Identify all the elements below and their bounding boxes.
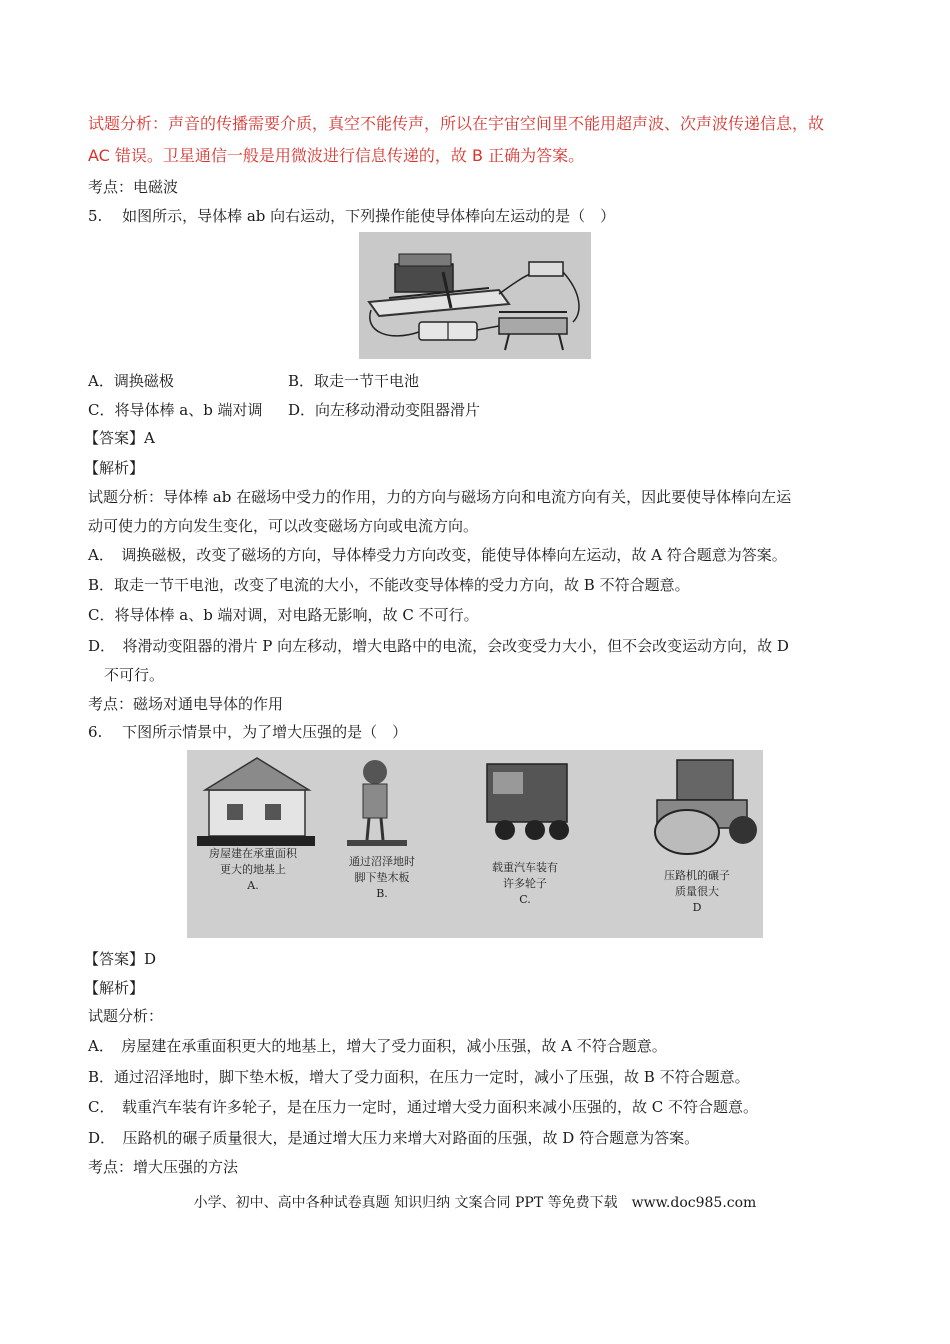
q6-caption-d-line1: 压路机的碾子: [664, 869, 730, 882]
q5-option-b: B．取走一节干电池: [288, 372, 420, 390]
q6-scenes-figure: [187, 750, 763, 938]
q6-explain-c: C． 载重汽车装有许多轮子，是在压力一定时，通过增大受力面积来减小压强的，故 C 不符合题意。: [88, 1098, 758, 1116]
q6-caption-b-line1: 通过沼泽地时: [349, 855, 415, 868]
red-analysis-line-1: 试题分析：声音的传播需要介质，真空不能传声，所以在宇宙空间里不能用超声波、次声波传递信息，故: [88, 114, 825, 133]
q6-jiexi: 【解析】: [84, 979, 145, 997]
q6-caption-d-label: D: [692, 901, 702, 914]
q6-kaodian: 考点：增大压强的方法: [88, 1158, 239, 1176]
q6-caption-b-label: B.: [376, 887, 388, 900]
q6-caption-c-line2: 许多轮子: [503, 877, 547, 890]
q5-explain-d-1: D． 将滑动变阻器的滑片 P 向左移动，增大电路中的电流，会改变受力大小，但不会改变运动方向，故 D: [88, 637, 789, 655]
q5-explain-b: B．取走一节干电池，改变了电流的大小，不能改变导体棒的受力方向，故 B 不符合题意。: [88, 576, 690, 594]
q5-circuit-figure: [359, 232, 591, 359]
q5-jiexi: 【解析】: [84, 459, 145, 477]
q6-caption-a-label: A.: [247, 879, 259, 892]
q6-explain-b: B．通过沼泽地时，脚下垫木板，增大了受力面积，在压力一定时，减小了压强，故 B 不符合题意。: [88, 1068, 750, 1086]
page-footer: 小学、初中、高中各种试卷真题 知识归纳 文案合同 PPT 等免费下载 www.doc985.com: [193, 1195, 757, 1211]
q5-option-c: C．将导体棒 a、b 端对调: [88, 401, 263, 419]
q5-explain-c: C．将导体棒 a、b 端对调，对电路无影响，故 C 不可行。: [88, 606, 479, 624]
q6-caption-a-line2: 更大的地基上: [220, 863, 286, 876]
q5-option-d: D．向左移动滑动变阻器滑片: [288, 401, 481, 419]
q6-caption-d-line2: 质量很大: [675, 885, 719, 898]
q6-explain-d: D． 压路机的碾子质量很大，是通过增大压力来增大对路面的压强，故 D 符合题意为答案。: [88, 1129, 700, 1147]
q6-answer: 【答案】D: [84, 950, 157, 968]
q5-kaodian: 考点：磁场对通电导体的作用: [88, 695, 284, 713]
q5-stem: 5. 如图所示，导体棒 ab 向右运动，下列操作能使导体棒向左运动的是（ ）: [88, 207, 616, 225]
q6-caption-c-label: C.: [519, 893, 531, 906]
q6-analysis: 试题分析：: [88, 1007, 164, 1025]
q5-option-a: A．调换磁极: [88, 372, 174, 390]
q6-caption-c-line1: 载重汽车装有: [492, 861, 558, 874]
q5-analysis-line-2: 动可使力的方向发生变化，可以改变磁场方向或电流方向。: [88, 517, 479, 535]
q5-analysis-line-1: 试题分析：导体棒 ab 在磁场中受力的作用，力的方向与磁场方向和电流方向有关，因此要使导体棒向左运: [88, 488, 792, 506]
q6-caption-b-line2: 脚下垫木板: [354, 871, 410, 884]
q6-caption-a-line1: 房屋建在承重面积: [209, 847, 297, 860]
q5-answer: 【答案】A: [84, 429, 155, 447]
q4-kaodian: 考点：电磁波: [88, 178, 179, 196]
q5-explain-a: A． 调换磁极，改变了磁场的方向，导体棒受力方向改变，能使导体棒向左运动，故 A 符合题意为答案。: [88, 546, 787, 564]
q6-stem: 6. 下图所示情景中，为了增大压强的是（ ）: [88, 723, 408, 741]
q6-explain-a: A． 房屋建在承重面积更大的地基上，增大了受力面积，减小压强，故 A 不符合题意。: [88, 1037, 667, 1055]
q5-explain-d-2: 不可行。: [104, 666, 165, 684]
red-analysis-line-2: AC 错误。卫星通信一般是用微波进行信息传递的，故 B 正确为答案。: [88, 146, 585, 165]
